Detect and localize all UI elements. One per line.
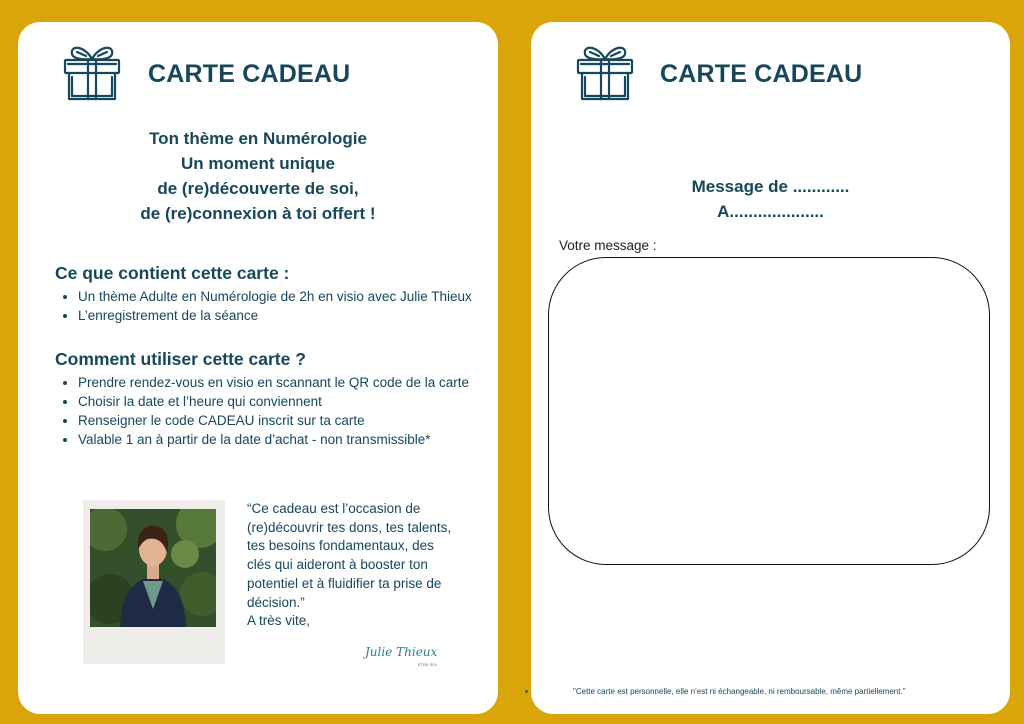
list-item: • Un thème Adulte en Numérologie de 2h en visio avec Julie Thieux [78, 288, 498, 306]
gift-card-back [531, 22, 1010, 714]
list-item: • Renseigner le code CADEAU inscrit sur ta carte [78, 412, 498, 430]
gift-box-icon [60, 37, 124, 103]
quote-line: A très vite, [247, 613, 311, 629]
disclaimer: "Cette carte est personnelle, elle n’est ni échangeable, ni remboursable, même partiellement." [573, 687, 906, 696]
contents-heading: Ce que contient cette carte : [55, 263, 290, 283]
contents-list [61, 288, 498, 326]
intro-line: Ton thème en Numérologie [149, 129, 367, 148]
gift-card-front [18, 22, 498, 714]
list-item: • L’enregistrement de la séance [78, 307, 498, 325]
intro-line: de (re)connexion à toi offert ! [140, 204, 376, 223]
intro-text [18, 126, 498, 226]
bullet-dot [525, 690, 528, 693]
portrait-photo [90, 509, 216, 627]
quote-line: (re)découvrir tes dons, tes talents, [247, 519, 452, 535]
signature-subtitle: ÊTRE SOI [418, 662, 437, 667]
usage-heading: Comment utiliser cette carte ? [55, 349, 306, 369]
intro-line: de (re)découverte de soi, [157, 179, 359, 198]
card-title: CARTE CADEAU [148, 60, 351, 88]
gift-box-icon [573, 37, 637, 103]
intro-line: Un moment unique [181, 154, 335, 173]
list-item: • Choisir la date et l’heure qui conviennent [78, 393, 498, 411]
signature: Julie Thieux [365, 645, 438, 659]
list-item: • Valable 1 an à partir de la date d’achat - non transmissible* [78, 431, 498, 449]
quote-line: potentiel et à fluidifier ta prise de [247, 575, 442, 591]
message-to: A.................... [717, 202, 824, 221]
quote-line: décision.” [247, 594, 305, 610]
polaroid-photo [84, 501, 224, 663]
card-title: CARTE CADEAU [660, 60, 863, 88]
message-header [531, 174, 1010, 224]
quote-line: “Ce cadeau est l’occasion de [247, 501, 421, 516]
your-message-label: Votre message : [559, 238, 657, 253]
quote-line: tes besoins fondamentaux, des [247, 538, 434, 554]
list-item: • Prendre rendez-vous en visio en scannant le QR code de la carte [78, 374, 498, 392]
message-box [548, 257, 990, 565]
quote-text [247, 500, 482, 631]
usage-list [61, 374, 498, 450]
message-from: Message de ............ [691, 177, 850, 196]
quote-line: clés qui aideront à booster ton [247, 557, 428, 573]
